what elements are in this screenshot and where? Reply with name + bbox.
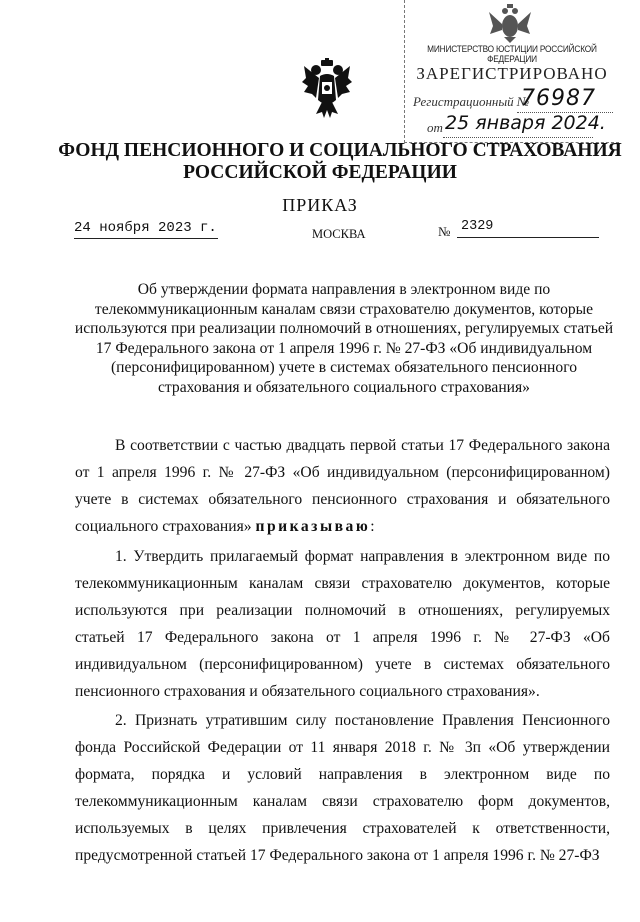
org-name-line2: РОССИЙСКОЙ ФЕДЕРАЦИИ	[183, 162, 457, 183]
stamp-reg-number: 76987	[521, 86, 596, 111]
order-body	[75, 432, 610, 871]
preamble-text: В соответствии с частью двадцать первой статьи 17 Федерального закона от 1 апреля 1996 г. № 27-ФЗ «Об индивидуальном (персонифицированном) учете в системах обязательного пенсионного страхования и обязательного социального страхования»	[75, 437, 610, 535]
stamp-date-value: 25 января 2024.	[445, 112, 606, 134]
clause-1: 1. Утвердить прилагаемый формат направления в электронном виде по телекоммуникационным каналам связи страхователю документов, которые используются при реализации полномочий в отношениях, регулируемых статьей 17 Федерального закона от 1 апреля 1996 г. № 27-ФЗ «Об индивидуальном (персонифицированном) учете в системах обязательного пенсионного страхования и обязательного социального страхования».	[75, 548, 610, 700]
order-word: приказываю	[255, 518, 371, 535]
clause-2: 2. Признать утратившим силу постановление Правления Пенсионного фонда Российской Федерации от 11 января 2018 г. № 3п «Об утверждении формата, порядка и условий направления в электронном виде по телекоммуникационным каналам связи страхователю форм документов, используемых в целях привлечения страхователей к ответственности, предусмотренной статьей 17 Федерального закона от 1 апреля 1996 г. № 27-ФЗ	[75, 712, 610, 864]
registration-stamp	[404, 0, 619, 143]
order-number-label: №	[438, 224, 451, 239]
order-city: МОСКВА	[312, 227, 366, 241]
stamp-ministry: МИНИСТЕРСТВО ЮСТИЦИИ РОССИЙСКОЙ ФЕДЕРАЦИИ	[427, 44, 597, 64]
preamble-paragraph	[75, 432, 610, 540]
stamp-title: ЗАРЕГИСТРИРОВАНО	[416, 64, 608, 83]
stamp-emblem-icon	[487, 4, 533, 44]
stamp-date-label: от	[427, 120, 443, 135]
order-date: 24 ноября 2023 г.	[74, 220, 218, 239]
order-title: Об утверждении формата направления в электронном виде по телекоммуникационным каналам связи страхователю документов, которые используются при реализации полномочий в отношениях, регулируемых статьей 17 Федерального закона от 1 апреля 1996 г. № 27-ФЗ «Об индивидуальном (персонифицированном) учете в системах обязательного пенсионного страхования и обязательного социального страхования»	[74, 281, 614, 396]
stamp-reg-label: Регистрационный №	[413, 94, 530, 109]
order-number-value: 2329	[461, 219, 494, 234]
coat-of-arms-icon	[302, 58, 352, 120]
preamble-colon: :	[370, 518, 375, 535]
order-number	[457, 219, 599, 238]
doc-type: ПРИКАЗ	[282, 195, 358, 215]
org-name-line1: ФОНД ПЕНСИОННОГО И СОЦИАЛЬНОГО СТРАХОВАНИЯ	[58, 140, 622, 161]
